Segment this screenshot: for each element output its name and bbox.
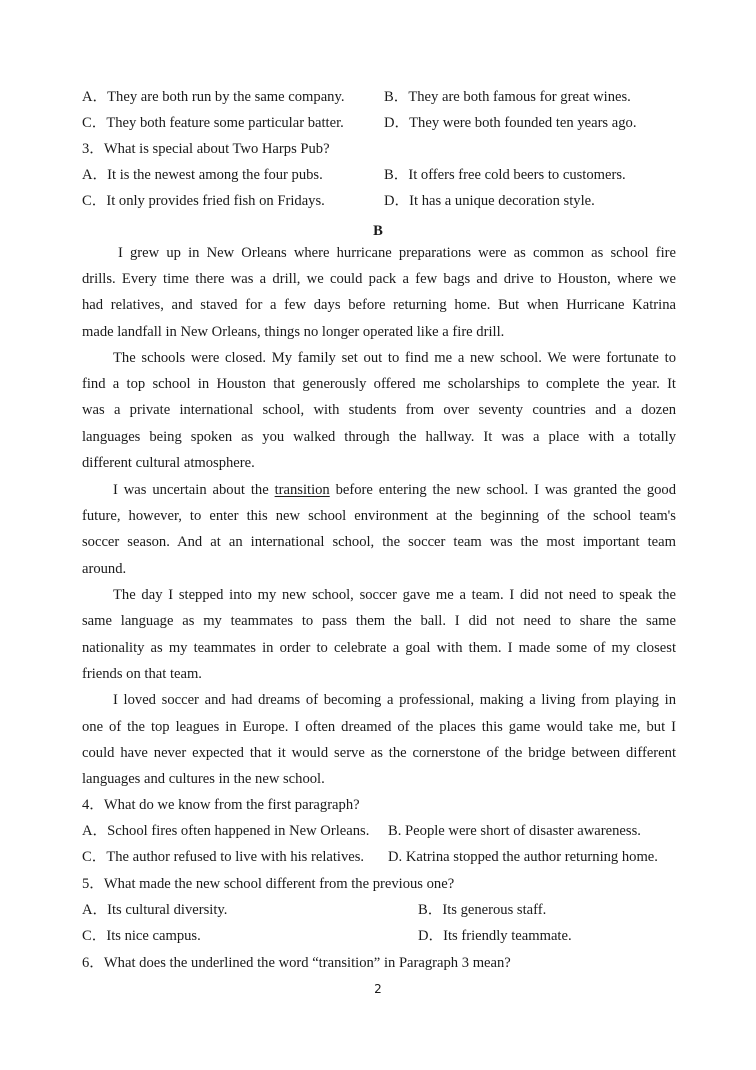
option-text: They both feature some particular batter.: [106, 115, 344, 131]
passage-line: was a private international school, with students from over seventy countries and a dozen: [82, 402, 676, 418]
passage-line: [113, 477, 676, 503]
q5-option-a: [82, 897, 227, 923]
question-number: 4．: [82, 797, 104, 813]
q5-option-d: [418, 923, 572, 949]
q3-option-d: [384, 188, 595, 214]
q2-option-b: [384, 84, 631, 110]
passage-line: languages being spoken as you walked through the hallway. It was a place with a totally: [82, 429, 676, 445]
q3-option-a: [82, 162, 323, 188]
passage-line: nationality as my teammates in order to celebrate a goal with them. I made some of my closest: [82, 640, 676, 656]
passage-line: one of the top leagues in Europe. I often dreamed of the places this game would take me, but I: [82, 719, 676, 735]
q4-option-c: [82, 844, 364, 870]
option-text: The author refused to live with his relatives.: [106, 849, 365, 865]
passage-line: I loved soccer and had dreams of becoming a professional, making a living from playing in: [113, 692, 676, 708]
passage-line: soccer season. And at an international school, the soccer team was the most important team: [82, 534, 676, 550]
option-label: A．: [82, 902, 108, 918]
option-label: C．: [82, 928, 107, 944]
q4-option-b: [388, 818, 641, 844]
option-label: C．: [82, 193, 107, 209]
question-text: What made the new school different from the previous one?: [103, 876, 455, 892]
option-label: D．: [384, 115, 410, 131]
q3-stem: [82, 136, 330, 162]
passage-line: same language as my teammates to pass them the ball. I did not need to share the same: [82, 613, 676, 629]
option-text: Katrina stopped the author returning home.: [405, 849, 658, 865]
question-text: What do we know from the first paragraph?: [103, 797, 360, 813]
passage-line: I grew up in New Orleans where hurricane preparations were as common as school fire: [118, 245, 676, 261]
option-label: A．: [82, 89, 108, 105]
q2-option-a: [82, 84, 344, 110]
option-text: They were both founded ten years ago.: [409, 115, 637, 131]
option-label: B.: [388, 823, 402, 839]
passage-line: different cultural atmosphere.: [82, 455, 255, 471]
passage-line: find a top school in Houston that generously offered me scholarships to complete the year. It: [82, 376, 676, 392]
q4-stem: [82, 792, 360, 818]
q3-option-b: [384, 162, 626, 188]
option-text: Its cultural diversity.: [107, 902, 228, 918]
passage-line: future, however, to enter this new school environment at the beginning of the school team's: [82, 508, 676, 524]
passage-line: The day I stepped into my new school, soccer gave me a team. I did not need to speak the: [113, 587, 676, 603]
option-text: Its generous staff.: [442, 902, 547, 918]
option-text: They are both run by the same company.: [107, 89, 345, 105]
passage-line: had relatives, and staved for a few days before returning home. But when Hurricane Katrina: [82, 297, 676, 313]
option-label: D.: [388, 849, 403, 865]
page-number: 2: [374, 982, 382, 996]
option-label: A．: [82, 823, 108, 839]
q3-option-c: [82, 188, 325, 214]
option-label: B．: [384, 89, 409, 105]
q6-stem: [82, 950, 511, 976]
passage-line: friends on that team.: [82, 666, 202, 682]
option-text: Its friendly teammate.: [443, 928, 572, 944]
option-text: It is the newest among the four pubs.: [107, 167, 323, 183]
question-number: 3．: [82, 141, 104, 157]
option-label: C．: [82, 115, 107, 131]
section-title: B: [373, 223, 383, 239]
question-text: What is special about Two Harps Pub?: [103, 141, 330, 157]
passage-line: drills. Every time there was a drill, we could pack a few bags and drive to Houston, where we: [82, 271, 676, 287]
option-label: B．: [384, 167, 409, 183]
option-text: They are both famous for great wines.: [408, 89, 631, 105]
passage-line: made landfall in New Orleans, things no longer operated like a fire drill.: [82, 324, 505, 340]
passage-text: I was uncertain about the: [113, 482, 275, 498]
option-label: D．: [384, 193, 410, 209]
passage-line: could have never expected that it would serve as the cornerstone of the bridge between different: [82, 745, 676, 761]
option-text: It offers free cold beers to customers.: [408, 167, 626, 183]
option-label: B．: [418, 902, 443, 918]
q4-option-d: [388, 844, 658, 870]
option-label: A．: [82, 167, 108, 183]
passage-line: The schools were closed. My family set out to find me a new school. We were fortunate to: [113, 350, 676, 366]
option-label: D．: [418, 928, 444, 944]
option-text: It has a unique decoration style.: [409, 193, 595, 209]
q5-option-c: [82, 923, 201, 949]
option-text: People were short of disaster awareness.: [405, 823, 641, 839]
passage-text: before entering the new school. I was granted the good: [329, 482, 677, 498]
question-number: 6．: [82, 955, 104, 971]
underlined-word: transition: [274, 482, 330, 498]
option-label: C．: [82, 849, 107, 865]
passage-line: around.: [82, 561, 127, 577]
option-text: School fires often happened in New Orleans.: [107, 823, 370, 839]
q5-stem: [82, 871, 454, 897]
q2-option-c: [82, 110, 344, 136]
option-text: Its nice campus.: [106, 928, 201, 944]
passage-line: languages and cultures in the new school.: [82, 771, 325, 787]
question-number: 5．: [82, 876, 104, 892]
q2-option-d: [384, 110, 636, 136]
question-text: What does the underlined the word “transition” in Paragraph 3 mean?: [103, 955, 511, 971]
option-text: It only provides fried fish on Fridays.: [106, 193, 325, 209]
q4-option-a: [82, 818, 369, 844]
q5-option-b: [418, 897, 546, 923]
